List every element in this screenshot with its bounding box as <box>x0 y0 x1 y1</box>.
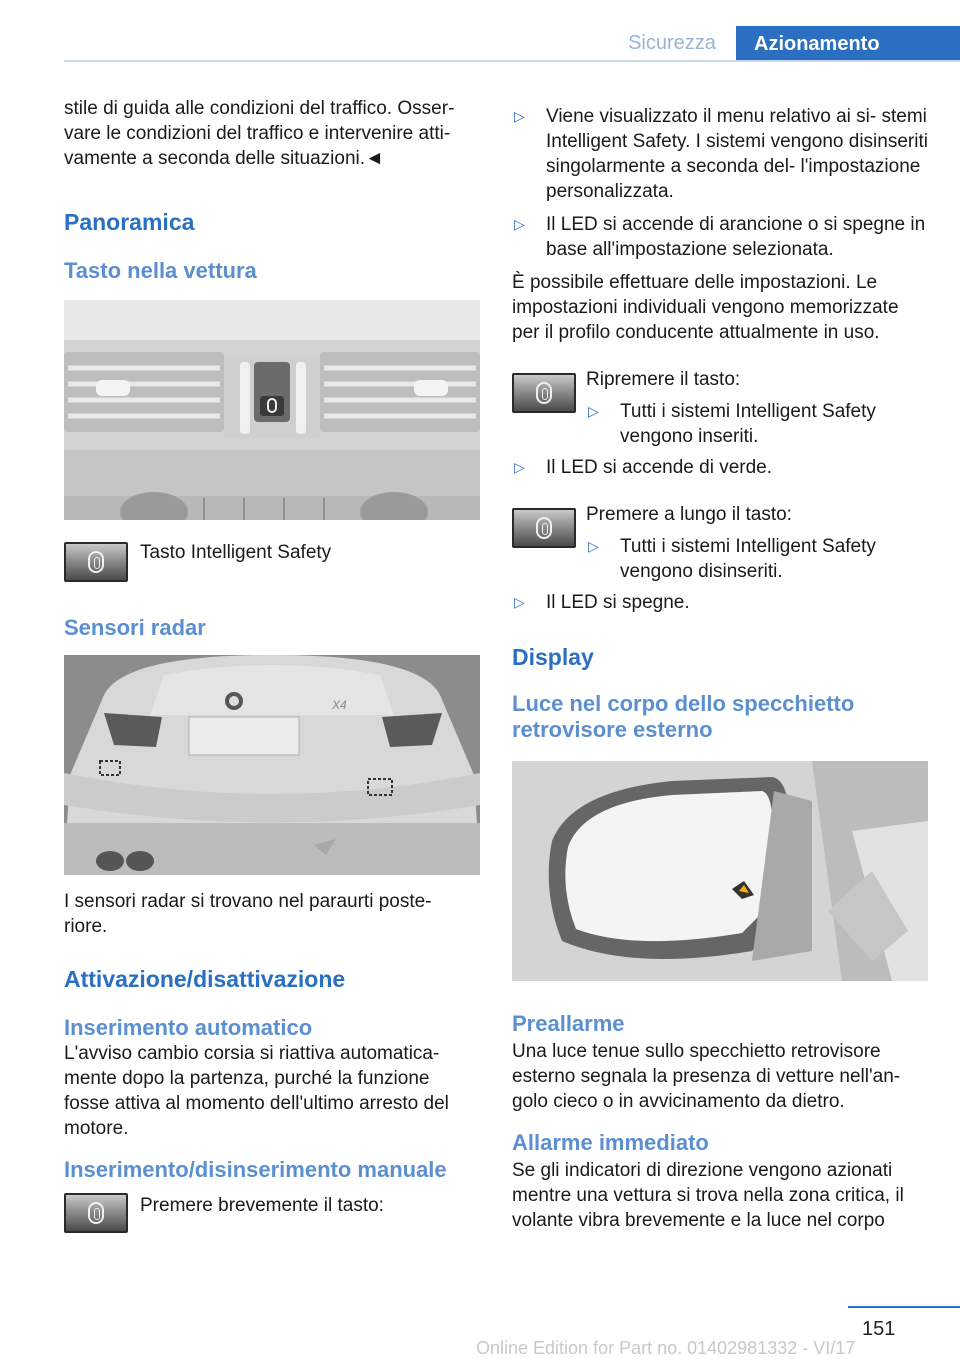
footer-divider <box>848 1306 960 1308</box>
heading-tasto-vettura: Tasto nella vettura <box>64 258 257 283</box>
heading-luce-specchietto: Luce nel corpo dello specchietto retrovisore esterno <box>512 691 855 742</box>
inserimento-auto-text: L'avviso cambio corsia si riattiva automatica‐ mente dopo la partenza, purché la funzione fosse attiva al momento dell'ultimo arresto del motore. <box>64 1043 449 1139</box>
bullet-led-verde <box>512 455 928 480</box>
car-rear-radar-photo <box>64 655 480 875</box>
heading-allarme-immediato: Allarme immediato <box>512 1130 709 1155</box>
led-spegne-text: Il LED si spegne. <box>546 592 690 613</box>
lungo-sub-text: Tutti i sistemi Intelligent Safety vengono disinseriti. <box>620 536 876 582</box>
bullet-menu <box>512 104 928 204</box>
heading-panoramica: Panoramica <box>64 209 195 235</box>
premere-lungo-block <box>512 502 928 588</box>
heading-sensori-radar: Sensori radar <box>64 615 206 640</box>
heading-attivazione: Attivazione/disattivazione <box>64 966 346 992</box>
dashboard-button-photo <box>64 300 480 520</box>
caption-tasto: Tasto Intelligent Safety <box>140 542 332 563</box>
bullet-led-arancione <box>512 212 928 262</box>
car-badge: X4 <box>332 698 347 712</box>
header-tab-azionamento[interactable]: Azionamento <box>736 26 960 62</box>
header-tab-sicurezza[interactable]: Sicurezza <box>628 32 716 54</box>
triangle-right-icon: ▷ <box>514 108 525 124</box>
mirror-illustration <box>512 761 928 981</box>
premere-breve: Premere brevemente il tasto: <box>140 1195 384 1216</box>
heading-preallarme: Preallarme <box>512 1011 625 1036</box>
caption-row-tasto <box>64 540 480 600</box>
ripremere-block <box>512 367 928 453</box>
heading-inserimento-automatico: Inserimento automatico <box>64 1015 313 1040</box>
intro-paragraph: stile di guida alle condizioni del traffico. Osser‐ vare le condizioni del traffico e intervenire atti‐ vamente a seconda delle situazioni.◄ <box>64 98 455 169</box>
ripremere-label: Ripremere il tasto: <box>586 369 741 390</box>
intelligent-safety-button-icon <box>512 373 576 413</box>
premere-lungo-label: Premere a lungo il tasto: <box>586 504 792 525</box>
led-verde-text: Il LED si accende di verde. <box>546 457 773 478</box>
intelligent-safety-button-icon <box>512 508 576 548</box>
preallarme-text: Una luce tenue sullo specchietto retrovisore esterno segnala la presenza di vetture nell'an‐ golo cieco o in avvicinamento da dietro. <box>512 1041 901 1112</box>
page-number: 151 <box>862 1318 896 1340</box>
dashboard-illustration <box>64 300 480 520</box>
bullet-led-arancione-text: Il LED si accende di arancione o si spegne in base all'impostazione selezionata. <box>546 214 926 260</box>
mirror-photo <box>512 761 928 981</box>
triangle-right-icon: ▷ <box>514 459 525 475</box>
footer-edition: Online Edition for Part no. 01402981332 - VI/17 <box>476 1338 856 1358</box>
bullet-menu-text: Viene visualizzato il menu relativo ai si‐ stemi Intelligent Safety. I sistemi vengono disinseriti singolarmente a seconda del‐ l'impostazione personalizzata. <box>546 106 928 202</box>
bullet-ripremere-sub <box>586 399 950 449</box>
allarme-text: Se gli indicatori di direzione vengono azionati mentre una vettura si trova nella zona critica, il volante vibra brevemente e la luce nel corpo <box>512 1160 904 1231</box>
heading-display: Display <box>512 644 594 670</box>
premere-breve-row <box>64 1193 480 1241</box>
car-rear-illustration <box>64 655 480 875</box>
left-column <box>64 96 480 1241</box>
bullet-led-spegne <box>512 590 928 615</box>
intelligent-safety-button-icon <box>64 542 128 582</box>
right-column <box>512 96 928 1233</box>
triangle-right-icon: ▷ <box>588 403 599 419</box>
header-divider <box>64 60 960 62</box>
possibile-text: È possibile effettuare delle impostazioni. Le impostazioni individuali vengono memorizzate per il profilo conducente attualmente in uso. <box>512 272 899 343</box>
ripremere-sub-text: Tutti i sistemi Intelligent Safety vengono inseriti. <box>620 401 876 447</box>
intelligent-safety-button-icon <box>64 1193 128 1233</box>
sensori-text: I sensori radar si trovano nel paraurti poste‐ riore. <box>64 891 432 937</box>
triangle-right-icon: ▷ <box>588 538 599 554</box>
bullet-lungo-sub <box>586 534 950 584</box>
heading-inserimento-manuale: Inserimento/disinserimento manuale <box>64 1157 447 1182</box>
triangle-right-icon: ▷ <box>514 216 525 232</box>
triangle-right-icon: ▷ <box>514 594 525 610</box>
